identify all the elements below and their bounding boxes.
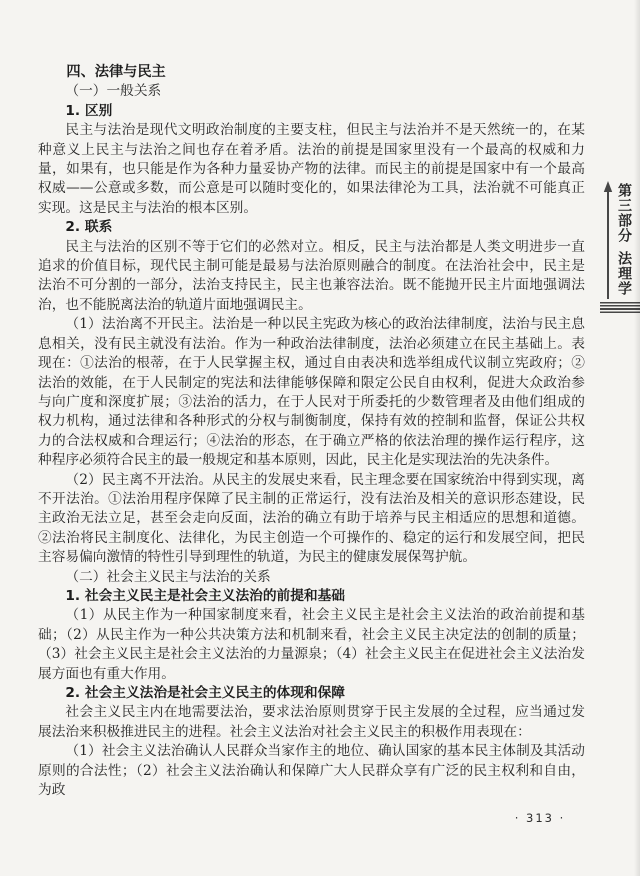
paragraph: （1）法治离不开民主。法治是一种以民主宪政为核心的政治法律制度，法治与民主息息相关，没有民主就没有法治。作为一种政治法律制度，法治必须建立在民主基础上。表现在：①法治的根蒂，在于人民掌握主权，通过自由表决和选举组成代议制立宪政府；②法治的效能，在于人民制定的宪法和法律能够保障和限定公民自由权利，促进大众政治参与向广度和深度扩展；③法治的活力，在于人民对于所委托的少数管理者及由他们组成的权力机构，通过法律和各种形式的分权与制衡制度，保持有效的控制和监督，保证公共权力的合法权威和合理运行；④法治的形态，在于确立严格的依法治理的操作运行程序，这种程序必须符合民主的最一般规定和基本原则，因此，民主化是实现法治的先决条件。 <box>38 316 585 469</box>
paragraph: 民主与法治的区别不等于它们的必然对立。相反，民主与法治都是人类文明进步一直追求的价值目标，现代民主制可能是最易与法治原则融合的制度。在法治社会中，民主是法治不可分割的一部分，法治支持民主，民主也兼容法治。既不能抛开民主片面地强调法治，也不能脱离法治的轨道片面地强调民主。 <box>38 238 585 313</box>
page-number: · 313 · <box>514 811 566 825</box>
heading: 2. 社会主义法治是社会主义民主的体现和保障 <box>65 685 345 701</box>
content-area <box>38 63 585 800</box>
heading: 2. 联系 <box>65 219 113 236</box>
tab-hatch-lines-icon <box>600 302 640 313</box>
paragraph: （2）民主离不开法治。从民主的发展史来看，民主理念要在国家统治中得到实现，离不开法治。①法治用程序保障了民主制的正常运行，没有法治及相关的意识形态建设，民主政治无法立足，甚至会走向反面，法治的确立有助于培养与民主相适应的思想和道德。②法治将民主制度化、法律化，为民主创造一个可操作的、稳定的运行和发展空间，把民主容易偏向激情的特性引导到理性的轨道，为民主的健康发展保驾护航。 <box>38 471 585 566</box>
paragraph: 社会主义民主内在地需要法治，要求法治原则贯穿于民主发展的全过程，应当通过发展法治来积极推进民主的进程。社会主义法治对社会主义民主的积极作用表现在： <box>38 704 585 740</box>
paragraph: （1）从民主作为一种国家制度来看，社会主义民主是社会主义法治的政治前提和基础；（2）从民主作为一种公共决策方法和机制来看，社会主义民主决定法的创制的质量；（3）社会主义民主是社会主义法治的力量源泉；（4）社会主义民主在促进社会主义法治发展方面也有重大作用。 <box>38 607 585 682</box>
chapter-tab-part: 第三部分 <box>616 183 632 243</box>
chapter-tab-text <box>614 183 634 296</box>
paragraph: （1）社会主义法治确认人民群众当家作主的地位、确认国家的基本民主体制及其活动原则的合法性；（2）社会主义法治确认和保障广大人民群众享有广泛的民主权利和自由，为政 <box>38 743 585 799</box>
up-arrow-icon <box>603 181 613 303</box>
chapter-tab-subject: 法理学 <box>616 251 632 296</box>
heading: 四、法律与民主 <box>66 64 166 80</box>
heading: 1. 区别 <box>65 102 113 119</box>
paragraph: 民主与法治是现代文明政治制度的主要支柱，但民主与法治并不是天然统一的，在某种意义上民主与法治之间也存在着矛盾。法治的前提是国家里没有一个最高的权威和力量，如果有，也只能是作为各种力量妥协产物的法律。而民主的前提是国家中有一个最高权威——公意或多数，而公意是可以随时变化的，如果法律沦为工具，法治就不可能真正实现。这是民主与法治的根本区别。 <box>38 122 585 216</box>
page-edge-shading <box>634 0 640 876</box>
heading: （一）一般关系 <box>65 83 162 100</box>
heading: 1. 社会主义民主是社会主义法治的前提和基础 <box>65 587 345 604</box>
chapter-tab <box>602 181 640 304</box>
heading: （二）社会主义民主与法治的关系 <box>65 568 271 585</box>
